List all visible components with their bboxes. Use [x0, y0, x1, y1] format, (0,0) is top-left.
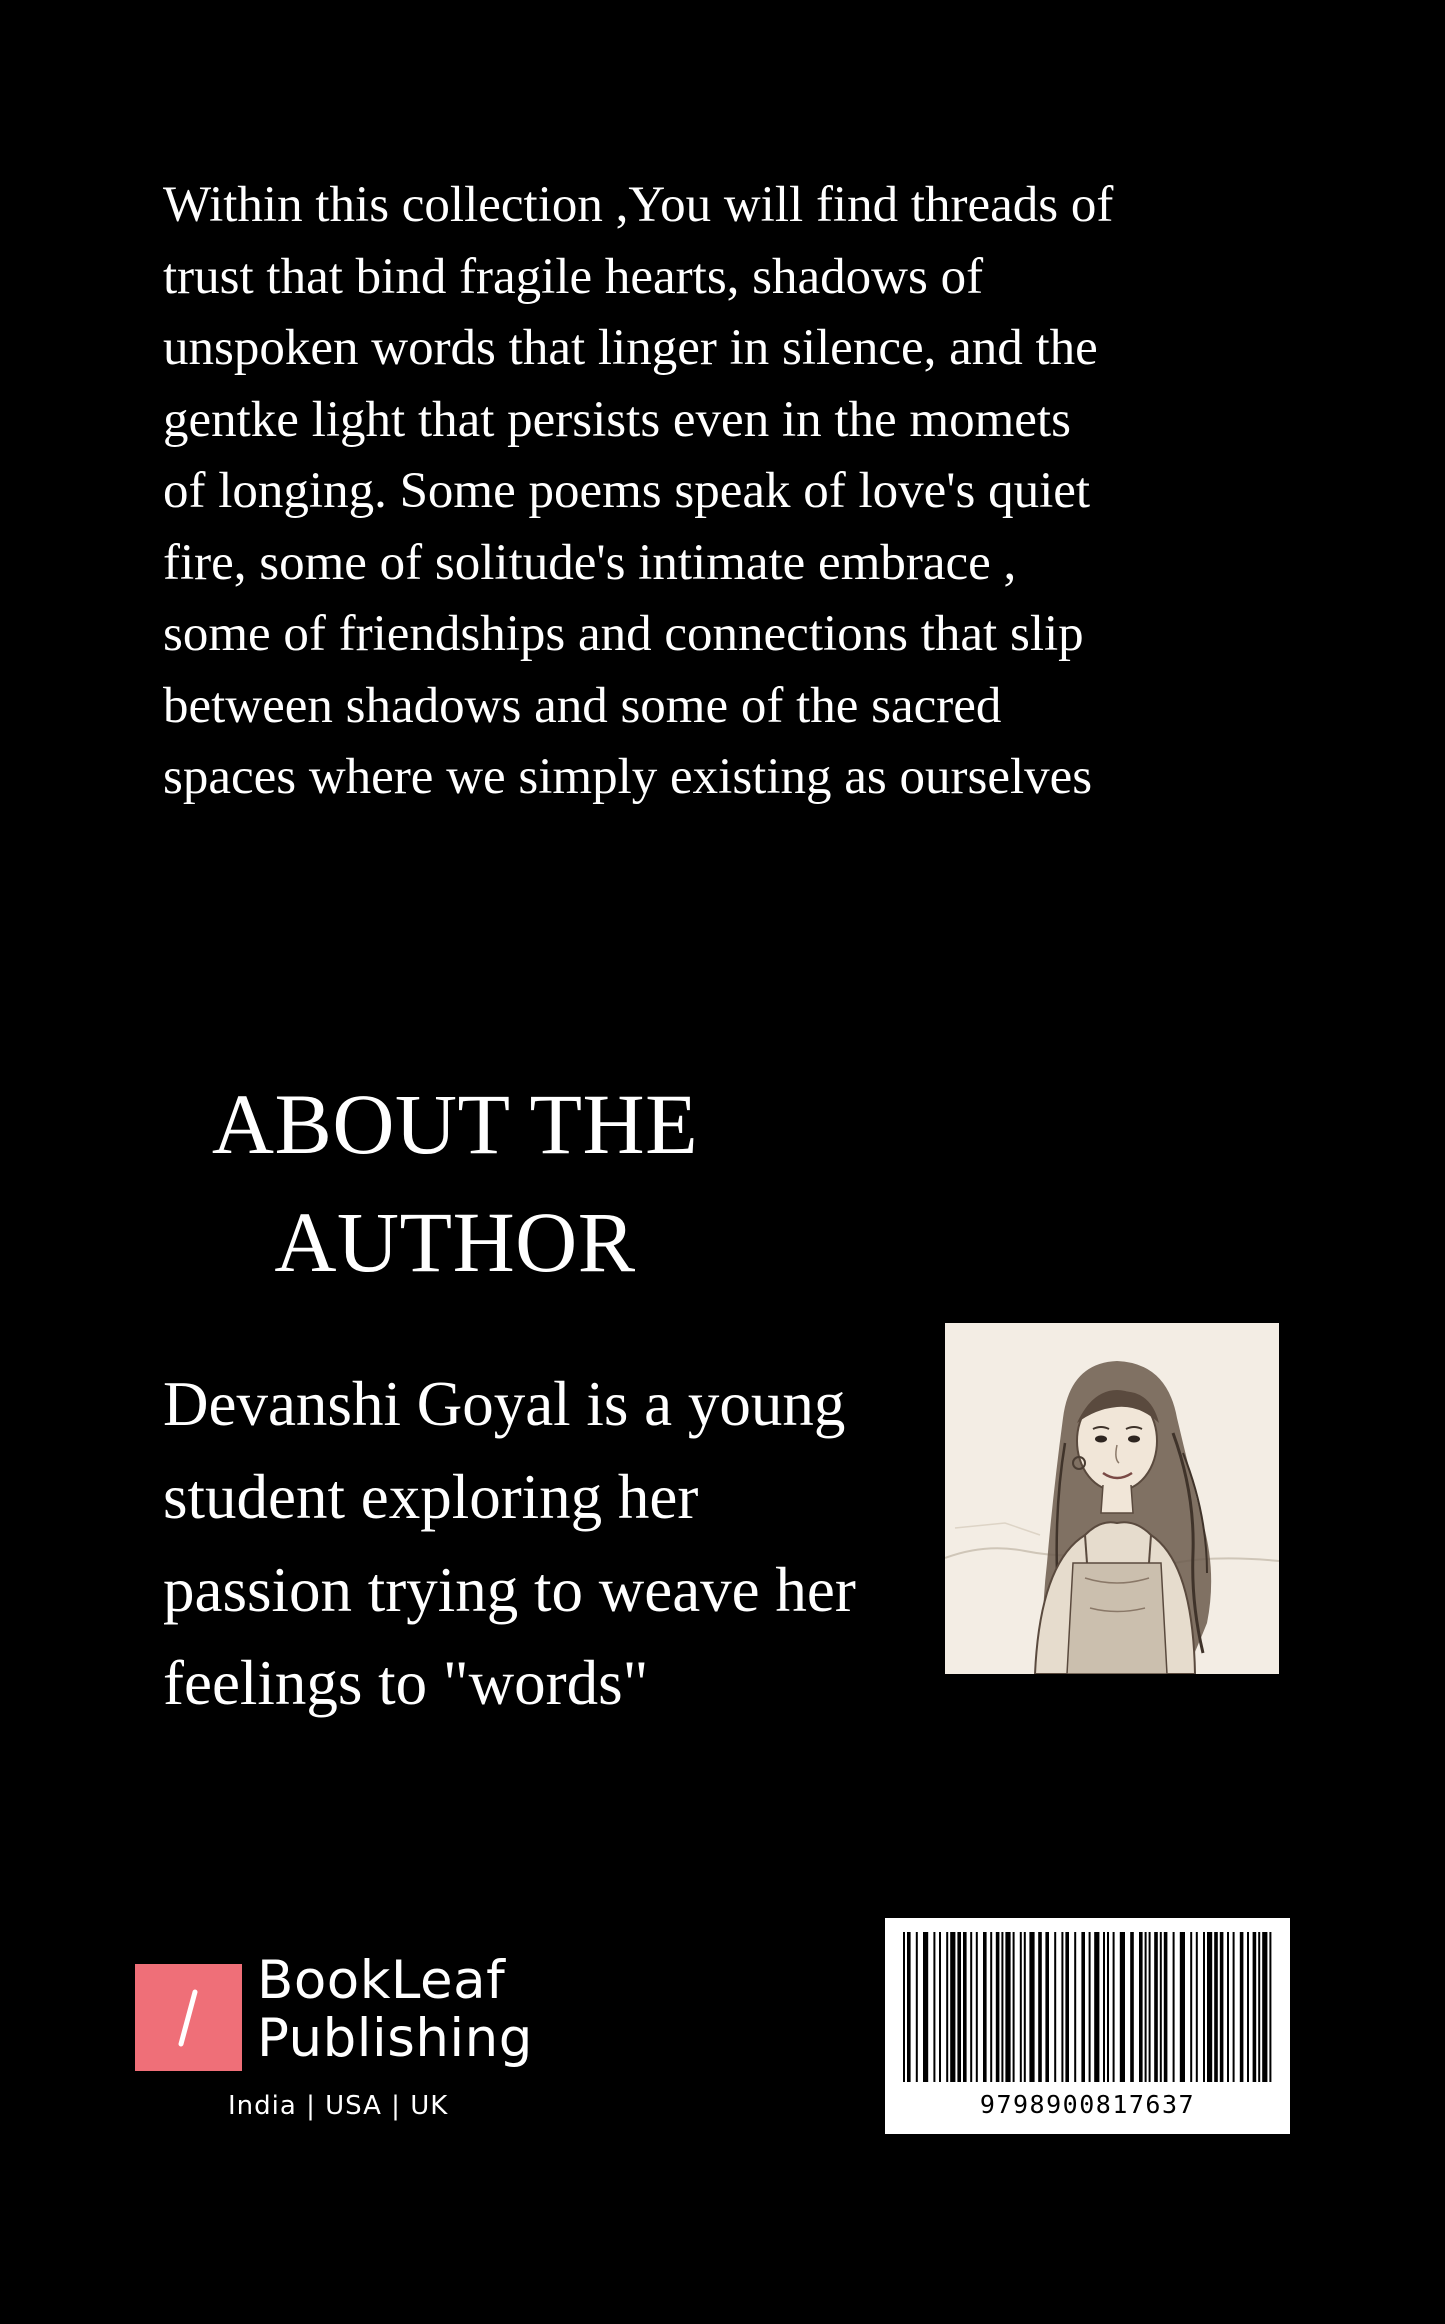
barcode-bar: [916, 1932, 918, 2082]
barcode-bar: [950, 1932, 955, 2082]
barcode-bar: [1258, 1932, 1260, 2082]
author-sketch-icon: [945, 1323, 1279, 1674]
barcode-bar: [1081, 1932, 1085, 2082]
barcode-bar: [939, 1932, 941, 2082]
barcode-bar: [1240, 1932, 1244, 2082]
barcode-bar: [963, 1932, 967, 2082]
barcode-bar: [1038, 1932, 1042, 2082]
barcode-bar: [990, 1932, 992, 2082]
barcode-bar: [1024, 1932, 1026, 2082]
barcode-bar: [923, 1932, 928, 2082]
barcode-bar: [1020, 1932, 1022, 2082]
barcode-bar: [1130, 1932, 1134, 2082]
barcode-bar: [1094, 1932, 1099, 2082]
barcode-bar: [1029, 1932, 1034, 2082]
barcode-bar: [1196, 1932, 1198, 2082]
isbn-barcode: [885, 1918, 1290, 2134]
barcode-bar: [1154, 1932, 1158, 2082]
barcode-bar: [907, 1932, 911, 2082]
barcode-bar: [903, 1932, 905, 2082]
publisher-regions: India | USA | UK: [228, 2091, 449, 2121]
barcode-bar: [1113, 1932, 1115, 2082]
barcode-bar: [946, 1932, 948, 2082]
barcode-bar: [1065, 1932, 1069, 2082]
barcode-bar: [983, 1932, 987, 2082]
barcode-bar: [1054, 1932, 1056, 2082]
barcode-bar: [1103, 1932, 1105, 2082]
barcode-bar: [1001, 1932, 1003, 2082]
barcode-bar: [1160, 1932, 1162, 2082]
publisher-logo: [135, 1950, 555, 2138]
barcode-bar: [1045, 1932, 1049, 2082]
barcode-bar: [1203, 1932, 1205, 2082]
barcode-bar: [1269, 1932, 1271, 2082]
barcode-bar: [1013, 1932, 1015, 2082]
barcode-bar: [1207, 1932, 1212, 2082]
barcode-bar: [1061, 1932, 1063, 2082]
barcode-bar: [1227, 1932, 1229, 2082]
barcode-bar: [976, 1932, 978, 2082]
barcode-bar: [957, 1932, 961, 2082]
barcode-bar: [1089, 1932, 1091, 2082]
barcode-bar: [1253, 1932, 1257, 2082]
author-portrait: [945, 1323, 1279, 1674]
barcode-bar: [996, 1932, 1000, 2082]
isbn-number: 9798900817637: [979, 2090, 1196, 2119]
barcode-icon: [901, 1932, 1274, 2082]
barcode-bar: [1262, 1932, 1267, 2082]
barcode-bar: [1107, 1932, 1109, 2082]
barcode-bar: [1233, 1932, 1235, 2082]
barcode-bar: [1173, 1932, 1175, 2082]
barcode-bar: [1247, 1932, 1249, 2082]
barcode-bar: [1074, 1932, 1076, 2082]
barcode-bar: [1145, 1932, 1147, 2082]
barcode-bar: [1149, 1932, 1151, 2082]
barcode-bar: [1190, 1932, 1192, 2082]
barcode-bar: [1164, 1932, 1168, 2082]
publisher-name: BookLeaf Publishing: [257, 1950, 533, 2069]
barcode-bar: [1005, 1932, 1010, 2082]
about-author-heading: ABOUT THE AUTHOR: [211, 1076, 699, 1290]
book-blurb: Within this collection ,You will find threads of trust that bind fragile hearts, shadows of unspoken words that linger in silence, and the gentke light that persists even in the momets of longing. Some poems speak of love's quiet fire, some of solitude's intimate embrace , some of friendships and connections that slip between shadows and some of the sacred spaces where we simply existing as ourselves: [163, 177, 1114, 805]
barcode-bar: [1214, 1932, 1218, 2082]
barcode-bar: [1120, 1932, 1125, 2082]
slash-logo-icon: [135, 1964, 242, 2071]
barcode-bar: [1220, 1932, 1224, 2082]
barcode-bar: [1180, 1932, 1185, 2082]
barcode-bar: [970, 1932, 972, 2082]
barcode-bar: [1139, 1932, 1143, 2082]
author-bio: Devanshi Goyal is a young student exploring her passion trying to weave her feelings to "words": [163, 1369, 856, 1718]
barcode-bar: [933, 1932, 935, 2082]
